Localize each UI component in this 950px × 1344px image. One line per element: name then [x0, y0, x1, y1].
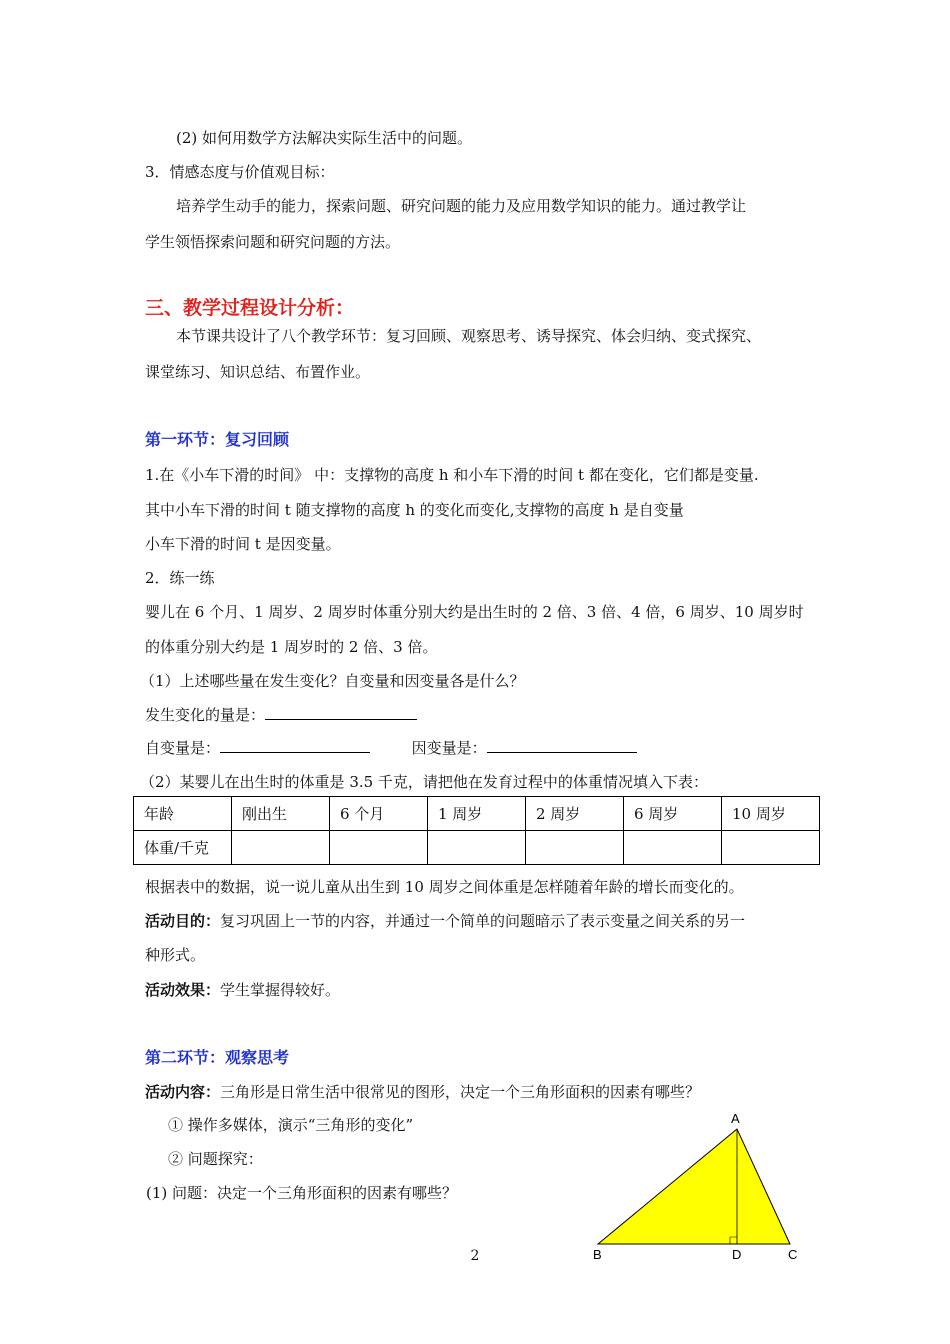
- goal-3-heading: 3．情感态度与价值观目标：: [145, 163, 335, 181]
- independent-variable-label: 自变量是：: [145, 739, 221, 757]
- header-cell-1-year: 1 周岁: [428, 797, 526, 831]
- table-header-row: [134, 797, 820, 831]
- after-table-text: 根据表中的数据，说一说儿童从出生到 10 周岁之间体重是怎样随着年龄的增长而变化的。: [145, 878, 744, 896]
- weight-table: [133, 796, 820, 865]
- vertex-label-a: A: [731, 1111, 740, 1126]
- step-2-heading: 第二环节：观察思考: [145, 1048, 290, 1067]
- step-1-line-6: 的体重分别大约是 1 周岁时的 2 倍、3 倍。: [145, 638, 438, 656]
- step-2-item-3: (1) 问题：决定一个三角形面积的因素有哪些？: [146, 1184, 458, 1202]
- dependent-variable-blank[interactable]: [487, 738, 637, 753]
- weight-cell[interactable]: [330, 831, 428, 865]
- step-1-heading: 第一环节：复习回顾: [145, 430, 290, 449]
- weight-cell[interactable]: [232, 831, 330, 865]
- step-2-item-1: ① 操作多媒体，演示“三角形的变化”: [168, 1116, 414, 1134]
- weight-cell[interactable]: [722, 831, 820, 865]
- activity-content-label: 活动内容：: [145, 1083, 221, 1101]
- activity-content: [145, 1081, 700, 1102]
- question-2: （2）某婴儿在出生时的体重是 3.5 千克，请把他在发育过程中的体重情况填入下表：: [140, 773, 708, 791]
- section-3-para: 本节课共设计了八个教学环节：复习回顾、观察思考、诱导探究、体会归纳、变式探究、: [176, 327, 762, 345]
- step-1-line-3: 小车下滑的时间 t 是因变量。: [145, 535, 341, 553]
- triangle-abc: [598, 1129, 790, 1244]
- header-cell-10-years: 10 周岁: [722, 797, 820, 831]
- activity-purpose: [145, 910, 745, 931]
- step-1-line-4: 2．练一练: [145, 569, 215, 587]
- weight-cell[interactable]: [624, 831, 722, 865]
- step-1-line-2: 其中小车下滑的时间 t 随支撑物的高度 h 的变化而变化,支撑物的高度 h 是自变量: [145, 501, 684, 519]
- changing-quantity-label: 发生变化的量是：: [145, 706, 266, 724]
- weight-cell[interactable]: [428, 831, 526, 865]
- activity-purpose-cont: 种形式。: [145, 946, 206, 964]
- section-3-para-cont: 课堂练习、知识总结、布置作业。: [145, 363, 371, 381]
- goal-3-text-cont: 学生领悟探索问题和研究问题的方法。: [145, 233, 401, 251]
- activity-effect-label: 活动效果：: [145, 981, 221, 999]
- step-2-item-2: ② 问题探究：: [168, 1150, 263, 1168]
- activity-effect-text: 学生掌握得较好。: [220, 981, 341, 999]
- row-label-weight: 体重/千克: [134, 831, 232, 865]
- step-1-line-5: 婴儿在 6 个月、1 周岁、2 周岁时体重分别大约是出生时的 2 倍、3 倍、4 倍，6 周岁、10 周岁时: [145, 603, 804, 621]
- dependent-variable-label: 因变量是：: [411, 739, 487, 757]
- vertex-label-c: C: [788, 1247, 798, 1262]
- header-cell-2-years: 2 周岁: [526, 797, 624, 831]
- variables-row: [145, 737, 637, 758]
- section-3-heading: 三、教学过程设计分析：: [145, 297, 355, 319]
- goal-3-text: 培养学生动手的能力，探索问题、研究问题的能力及应用数学知识的能力。通过教学让: [176, 197, 747, 215]
- triangle-diagram: [585, 1105, 815, 1265]
- activity-purpose-text: 复习巩固上一节的内容，并通过一个简单的问题暗示了表示变量之间关系的另一: [220, 912, 746, 930]
- weight-cell[interactable]: [526, 831, 624, 865]
- page-number: 2: [470, 1248, 480, 1264]
- vertex-label-b: B: [593, 1247, 602, 1262]
- question-1: （1）上述哪些量在发生变化？自变量和因变量各是什么？: [140, 672, 525, 690]
- table-row: [134, 831, 820, 865]
- goal-item-2: (2) 如何用数学方法解决实际生活中的问题。: [176, 129, 473, 147]
- independent-variable-blank[interactable]: [220, 738, 370, 753]
- activity-effect: [145, 979, 340, 1000]
- header-cell-age: 年龄: [134, 797, 232, 831]
- header-cell-birth: 刚出生: [232, 797, 330, 831]
- activity-purpose-label: 活动目的：: [145, 912, 221, 930]
- step-1-line-1: 1.在《小车下滑的时间》 中：支撑物的高度 h 和小车下滑的时间 t 都在变化，它们都是变量.: [145, 466, 759, 484]
- header-cell-6-months: 6 个月: [330, 797, 428, 831]
- vertex-label-d: D: [732, 1247, 742, 1262]
- changing-quantity-blank[interactable]: [265, 705, 417, 720]
- activity-content-text: 三角形是日常生活中很常见的图形，决定一个三角形面积的因素有哪些？: [220, 1083, 701, 1101]
- header-cell-6-years: 6 周岁: [624, 797, 722, 831]
- changing-quantity-row: [145, 704, 417, 725]
